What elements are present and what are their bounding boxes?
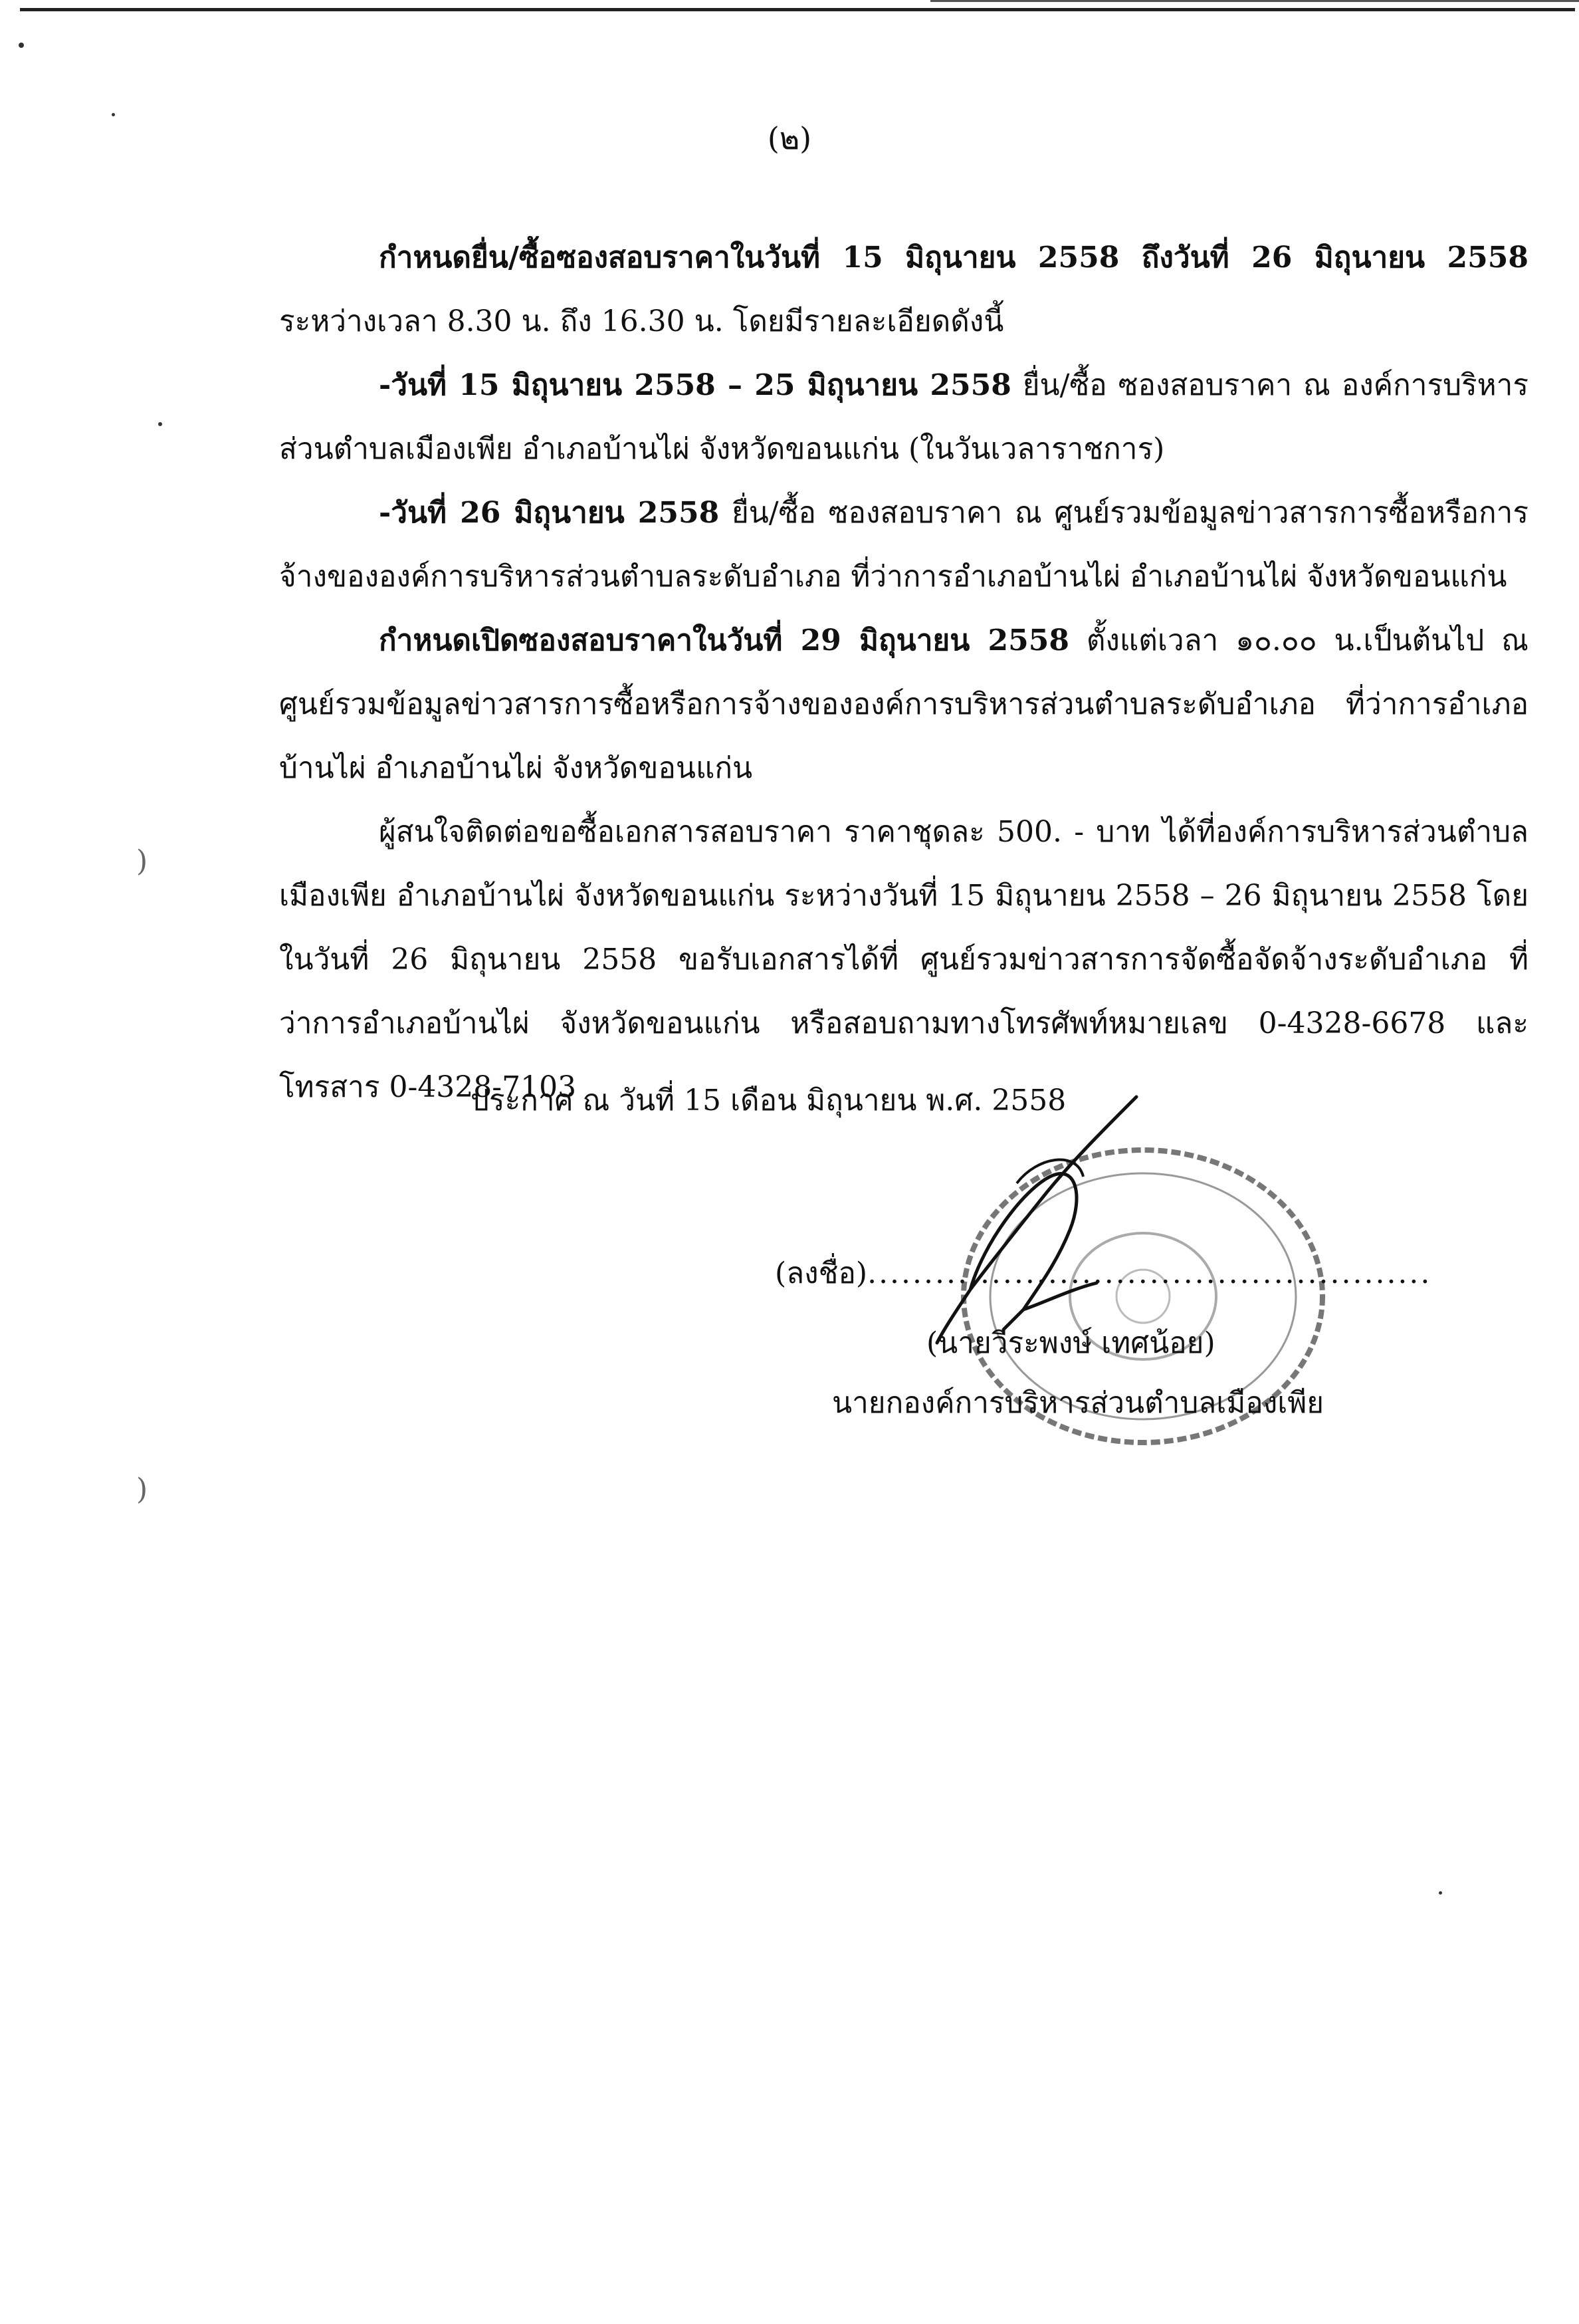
top-border-line-secondary (930, 0, 1579, 2)
paragraph-date-range-1 (279, 354, 1528, 481)
top-border-line (20, 8, 1575, 11)
paragraph-text: ยื่น/ซื้อ ซองสอบราคา ณ ศูนย์รวมข้อมูลข่าวสารการซื้อหรือการจ้างขององค์การบริหารส่วนตำบลระดับอำเภอ ที่ว่าการอำเภอบ้านไผ่ อำเภอบ้านไผ่ จังหวัดขอนแก่น (279, 496, 1528, 594)
signature-dots: .................................................. (867, 1256, 1432, 1290)
paragraph-lead: -วันที่ 26 มิถุนายน 2558 (379, 496, 720, 530)
scan-mark: ) (136, 844, 148, 878)
paragraph-lead: กำหนดยื่น/ซื้อซองสอบราคาในวันที่ 15 มิถุนายน 2558 ถึงวันที่ 26 มิถุนายน 2558 (379, 241, 1528, 275)
signer-title: นายกองค์การบริหารส่วนตำบลเมืองเพีย (832, 1386, 1324, 1420)
scan-speck (1439, 1891, 1442, 1895)
scan-mark: ) (136, 1472, 148, 1506)
body-text (279, 226, 1528, 1119)
announcement-date: ประกาศ ณ วันที่ 15 เดือน มิถุนายน พ.ศ. 2558 (471, 1084, 1067, 1117)
paragraph-lead: กำหนดเปิดซองสอบราคาในวันที่ 29 มิถุนายน 2558 (379, 624, 1069, 657)
handwritten-signature (917, 1090, 1196, 1356)
paragraph-text: ผู้สนใจติดต่อขอซื้อเอกสารสอบราคา ราคาชุดละ 500. - บาท ได้ที่องค์การบริหารส่วนตำบลเมืองเพีย อำเภอบ้านไผ่ จังหวัดขอนแก่น ระหว่างวันที่ 15 มิถุนายน 2558 – 26 มิถุนายน 2558 โดยในวันที่ 26 มิถุนายน 2558 ขอรับเอกสารได้ที่ ศูนย์รวมข่าวสารการจัดซื้อจัดจ้างระดับอำเภอ ที่ว่าการอำเภอบ้านไผ่ จังหวัดขอนแก่น หรือสอบถามทางโทรศัพท์หมายเลข 0-4328-6678 และโทรสาร 0-4328-7103 (279, 815, 1528, 1104)
scan-speck (19, 43, 24, 48)
paragraph-text: ยื่น/ซื้อ ซองสอบราคา ณ องค์การบริหารส่วนตำบลเมืองเพีย อำเภอบ้านไผ่ จังหวัดขอนแก่น (ในวันเวลาราชการ) (279, 368, 1528, 466)
paragraph-date-range-2 (279, 481, 1528, 609)
paragraph-text: ตั้งแต่เวลา ๑๐.๐๐ น.เป็นต้นไป ณ ศูนย์รวมข้อมูลข่าวสารการซื้อหรือการจ้างขององค์การบริหารส่วนตำบลระดับอำเภอ ที่ว่าการอำเภอบ้านไผ่ อำเภอบ้านไผ่ จังหวัดขอนแก่น (279, 624, 1528, 785)
paragraph-opening-date (279, 609, 1528, 800)
scan-speck (158, 422, 162, 426)
signature-label: (ลงชื่อ) (775, 1256, 868, 1290)
page-number: (๒) (767, 120, 812, 156)
paragraph-submission-period (279, 226, 1528, 354)
paragraph-contact-info (279, 800, 1528, 1119)
signer-name: (นายวีระพงษ์ เทศน้อย) (926, 1326, 1215, 1360)
paragraph-text: ระหว่างเวลา 8.30 น. ถึง 16.30 น. โดยมีรายละเอียดดังนี้ (279, 304, 1004, 338)
paragraph-lead: -วันที่ 15 มิถุนายน 2558 – 25 มิถุนายน 2558 (379, 368, 1011, 402)
signature-line (775, 1250, 1431, 1296)
